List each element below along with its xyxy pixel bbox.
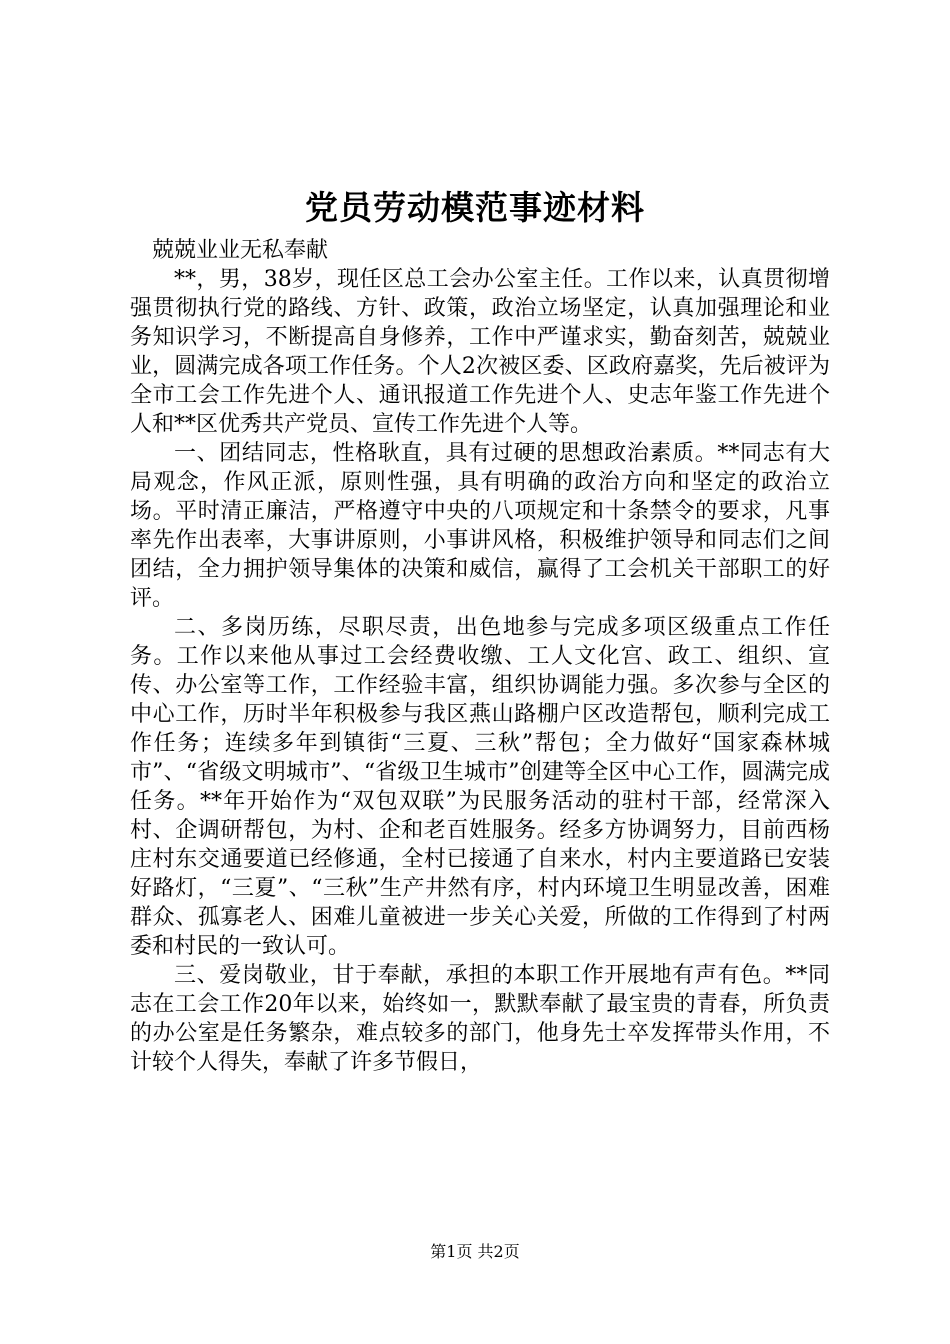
paragraph-intro: **，男，38岁，现任区总工会办公室主任。工作以来，认真贯彻增强贯彻执行党的路线、方针、政策，政治立场坚定，认真加强理论和业务知识学习，不断提高自身修养，工作中严谨求实，勤奋刻苦，兢兢业业，圆满完成各项工作任务。个人2次被区委、区政府嘉奖，先后被评为全市工会工作先进个人、通讯报道工作先进个人、史志年鉴工作先进个人和**区优秀共产党员、宣传工作先进个人等。 <box>130 267 830 437</box>
document-title: 党员劳动模范事迹材料 <box>305 188 645 227</box>
document-subtitle: 兢兢业业无私奉献 <box>152 238 329 263</box>
page-number: 第1页 共2页 <box>430 1242 520 1261</box>
paragraph-section-1: 一、团结同志，性格耿直，具有过硬的思想政治素质。**同志有大局观念，作风正派，原则性强，具有明确的政治方向和坚定的政治立场。平时清正廉洁，严格遵守中央的八项规定和十条禁令的要求，凡事率先作出表率，大事讲原则，小事讲风格，积极维护领导和同志们之间团结，全力拥护领导集体的决策和威信，赢得了工会机关干部职工的好评。 <box>130 441 830 611</box>
document-body <box>130 236 830 1077</box>
paragraph-section-2: 二、多岗历练，尽职尽责，出色地参与完成多项区级重点工作任务。工作以来他从事过工会经费收缴、工人文化宫、政工、组织、宣传、办公室等工作，工作经验丰富，组织协调能力强。多次参与全区的中心工作，历时半年积极参与我区燕山路棚户区改造帮包，顺利完成工作任务；连续多年到镇街“三夏、三秋”帮包；全力做好“国家森林城市”、“省级文明城市”、“省级卫生城市”创建等全区中心工作，圆满完成任务。**年开始作为“双包双联”为民服务活动的驻村干部，经常深入村、企调研帮包，为村、企和老百姓服务。经多方协调努力，目前西杨庄村东交通要道已经修通，全村已接通了自来水，村内主要道路已安装好路灯，“三夏”、“三秋”生产井然有序，村内环境卫生明显改善，困难群众、孤寡老人、困难儿童被进一步关心关爱，所做的工作得到了村两委和村民的一致认可。 <box>130 615 830 959</box>
paragraph-section-3: 三、爱岗敬业，甘于奉献，承担的本职工作开展地有声有色。**同志在工会工作20年以来，始终如一，默默奉献了最宝贵的青春，所负责的办公室是任务繁杂，难点较多的部门，他身先士卒发挥带头作用，不计较个人得失，奉献了许多节假日， <box>130 963 830 1075</box>
